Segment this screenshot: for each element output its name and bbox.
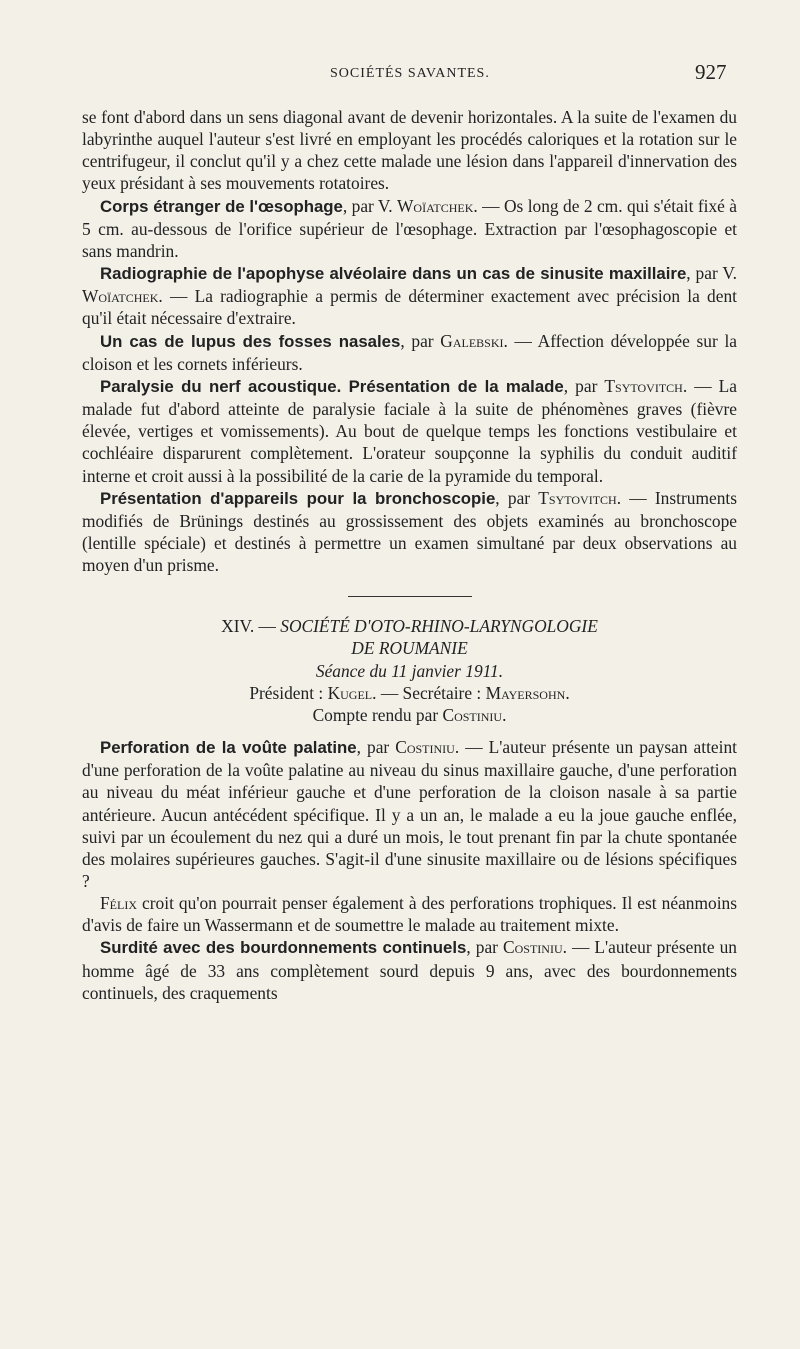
entry-title: Présentation d'appareils pour la bronchoscopie (100, 488, 496, 508)
entry-title: Paralysie du nerf acoustique. Présentation de la malade (100, 376, 564, 396)
reporter-name: Costiniu (442, 704, 503, 725)
author-name: Woïatchek (82, 286, 159, 307)
entry-title: Corps étranger de l'œsophage (100, 196, 343, 216)
entry-title: Perforation de la voûte palatine (100, 738, 357, 758)
entry-surdite: Surdité avec des bourdonnements continuels, par Costiniu. — L'auteur présente un homme âgé de 33 ans complètement sourd depuis 9 ans, avec des bourdonnements continuels, des craquements (82, 937, 737, 1003)
entry-title: Un cas de lupus des fosses nasales (100, 331, 401, 351)
entry-radiographie: Radiographie de l'apophyse alvéolaire dans un cas de sinusite maxillaire, par V. Woïatchek. — La radiographie a permis de déterminer exactement avec précision la dent qu'il était nécessaire d'extraire. (82, 263, 737, 329)
section-divider (348, 596, 472, 597)
entry-paralysie: Paralysie du nerf acoustique. Présentation de la malade, par Tsytovitch. — La malade fut d'abord atteinte de paralysie faciale à la suite de phénomènes graves (fièvre élevée, vertiges et vomissements). Au bout de quelque temps les fonctions vestibulaire et cochléaire disparurent complètement. L'orateur soupçonne la syphilis du conduit auditif interne et croit aussi à la possibilité de la carie de la pyramide du temporal. (82, 375, 738, 486)
entry-title: Surdité avec des bourdonnements continuels (100, 938, 467, 958)
author-name: Costiniu (503, 937, 563, 958)
author-name: Costiniu (395, 737, 455, 758)
entry-corps-etranger: Corps étranger de l'œsophage, par V. Woïatchek. — Os long de 2 cm. qui s'était fixé à 5 cm. au-dessous de l'orifice supérieur de l'œsophage. Extraction par l'œsophagoscopie et sans mandrin. (82, 195, 737, 261)
paragraph-continuation: se font d'abord dans un sens diagonal avant de devenir horizontales. A la suite de l'examen du labyrinthe auquel l'auteur s'est livré en employant les procédés caloriques et la rotation sur le centrifugeur, il conclut qu'il y a chez cette malade une lésion dans l'appareil d'innervation des yeux présidant à ses mouvements rotatoires. (82, 107, 737, 194)
entry-felix-comment: Félix croit qu'on pourrait penser également à des perforations trophiques. Il est néanmoins d'avis de faire un Wassermann et de soumettre le malade au traitement mixte. (82, 893, 737, 936)
author-name: Tsytovitch (604, 375, 683, 396)
section-heading: XIV. — SOCIÉTÉ D'OTO-RHINO-LARYNGOLOGIE (221, 616, 598, 637)
entry-lupus: Un cas de lupus des fosses nasales, par Galebski. — Affection développée sur la cloison et les cornets inférieurs. (82, 330, 737, 374)
entry-title: Radiographie de l'apophyse alvéolaire dans un cas de sinusite maxillaire (100, 264, 687, 284)
section-heading-line2: DE ROUMANIE (351, 638, 468, 659)
page-header (0, 60, 800, 90)
compte-rendu-line: Compte rendu par Costiniu. (312, 704, 507, 725)
page-number: 927 (695, 60, 727, 84)
seance-date: Séance du 11 janvier 1911. (315, 660, 504, 681)
running-title: SOCIÉTÉS SAVANTES. (330, 66, 490, 81)
author-name: Félix (100, 893, 137, 914)
body-text (82, 106, 737, 1004)
officers-line: Président : Kugel. — Secrétaire : Mayersohn. (249, 682, 570, 703)
author-name: Tsytovitch (538, 487, 617, 508)
author-name: Galebski (440, 330, 504, 351)
entry-perforation: Perforation de la voûte palatine, par Costiniu. — L'auteur présente un paysan atteint d'une perforation de la voûte palatine au niveau du sinus maxillaire gauche, d'une perforation au niveau du méat inférieur gauche et d'une perforation de la cloison nasale à sa partie antérieure. Aucun antécédent spécifique. Il y a un an, le malade a eu la joue gauche enflée, suivi par un écoulement du nez qui a duré un mois, le tout prenant fin par la chute spontanée des molaires supérieures gauches. S'agit-il d'une sinusite maxillaire ou de lésions spécifiques ? (82, 737, 737, 891)
entry-bronchoscopie: Présentation d'appareils pour la bronchoscopie, par Tsytovitch. — Instruments modifiés de Brünings destinés au grossissement des objets examinés au bronchoscope (lentille spéciale) et destinés à permettre un examen simultané par deux observations au moyen d'un prisme. (82, 487, 737, 576)
author-name: Woïatchek (397, 195, 474, 216)
secretary-name: Mayersohn (485, 682, 566, 703)
president-name: Kugel (327, 682, 373, 703)
